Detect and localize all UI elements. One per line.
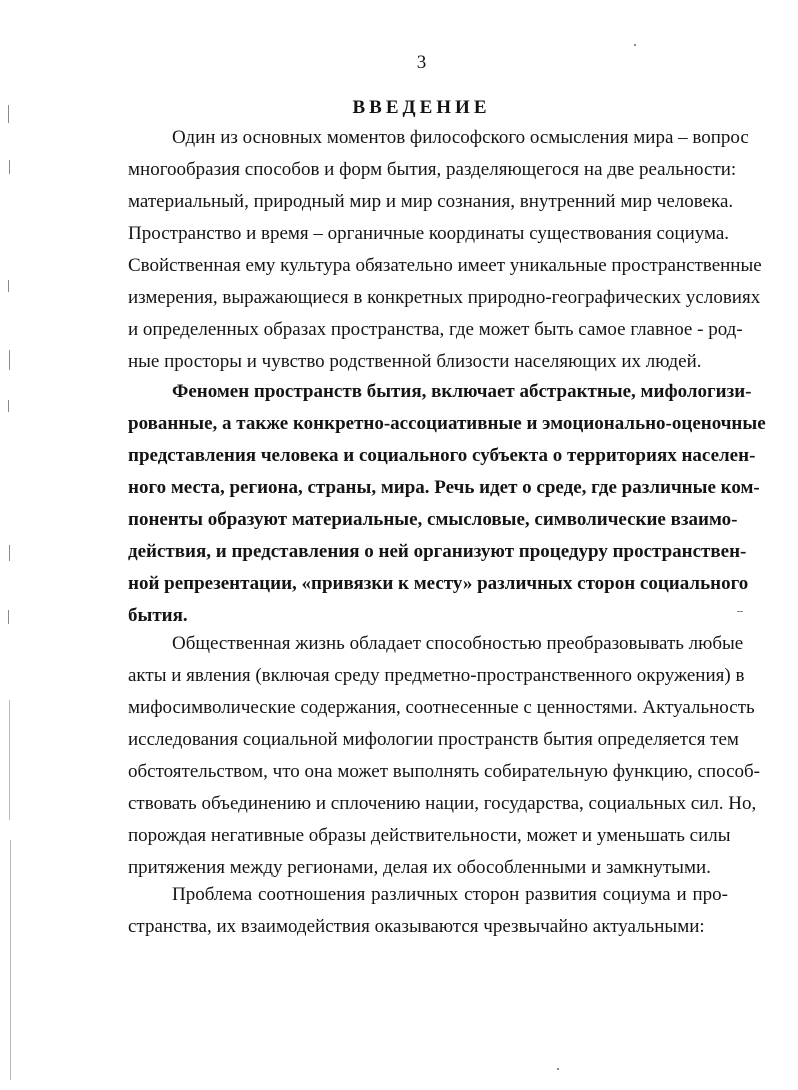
scan-artifact: [9, 545, 10, 561]
paragraph-line: материальный, природный мир и мир сознания, внутренний мир человека.: [128, 191, 734, 212]
paragraph-line: притяжения между регионами, делая их обособленными и замкнутыми.: [128, 857, 711, 878]
paragraph-line: акты и явления (включая среду предметно-пространственного окружения) в: [128, 665, 745, 686]
paragraph-line: ной репрезентации, «привязки к месту» различных сторон социального: [128, 573, 749, 594]
paragraph-line: ного места, региона, страны, мира. Речь идет о среде, где различные ком-: [128, 477, 760, 498]
paragraph-line: Проблема соотношения различных сторон развития социума и про-: [172, 884, 728, 905]
paragraph-line: Феномен пространств бытия, включает абстрактные, мифологизи-: [172, 381, 752, 402]
scan-artifact: [8, 610, 9, 624]
scan-artifact: [9, 350, 10, 370]
paragraph-line: бытия.: [128, 605, 188, 626]
scan-artifact: [8, 400, 9, 412]
paragraph-line: рованные, а также конкретно-ассоциативные и эмоционально-оценочные: [128, 413, 766, 434]
section-heading: ВВЕДЕНИЕ: [352, 97, 491, 118]
paragraph-line: Один из основных моментов философского осмысления мира – вопрос: [172, 127, 749, 148]
paragraph-line: мифосимволические содержания, соотнесенные с ценностями. Актуальность: [128, 697, 755, 718]
paragraph-line: многообразия способов и форм бытия, разделяющегося на две реальности:: [128, 159, 737, 180]
paragraph-line: поненты образуют материальные, смысловые, символические взаимо-: [128, 509, 738, 530]
scan-artifact: [10, 840, 11, 1080]
scan-artifact: [557, 1068, 559, 1070]
paragraph-line: порождая негативные образы действительности, может и уменьшать силы: [128, 825, 731, 846]
page-number: 3: [416, 52, 427, 73]
paragraph-line: обстоятельством, что она может выполнять собирательную функцию, способ-: [128, 761, 761, 782]
scan-artifact: [9, 700, 10, 820]
paragraph-line: Свойственная ему культура обязательно имеет уникальные пространственные: [128, 255, 762, 276]
paragraph-line: измерения, выражающиеся в конкретных природно-географических условиях: [128, 287, 761, 308]
paragraph-line: действия, и представления о ней организуют процедуру пространствен-: [128, 541, 747, 562]
scan-artifact: [737, 611, 743, 612]
scan-artifact: [8, 280, 9, 292]
paragraph-line: Пространство и время – органичные координаты существования социума.: [128, 223, 730, 244]
scan-artifact: [634, 44, 636, 46]
paragraph-line: представления человека и социального субъекта о территориях населен-: [128, 445, 756, 466]
scan-artifact: [8, 105, 9, 123]
paragraph-line: ные просторы и чувство родственной близости населяющих их людей.: [128, 351, 702, 372]
paragraph-line: исследования социальной мифологии пространств бытия определяется тем: [128, 729, 739, 750]
paragraph-line: ствовать объединению и сплочению нации, государства, социальных сил. Но,: [128, 793, 757, 814]
paragraph-line: и определенных образах пространства, где может быть самое главное - род-: [128, 319, 743, 340]
paragraph-line: Общественная жизнь обладает способностью преобразовывать любые: [172, 633, 744, 654]
paragraph-line: странства, их взаимодействия оказываются чрезвычайно актуальными:: [128, 916, 705, 937]
scan-artifact: [9, 160, 10, 174]
